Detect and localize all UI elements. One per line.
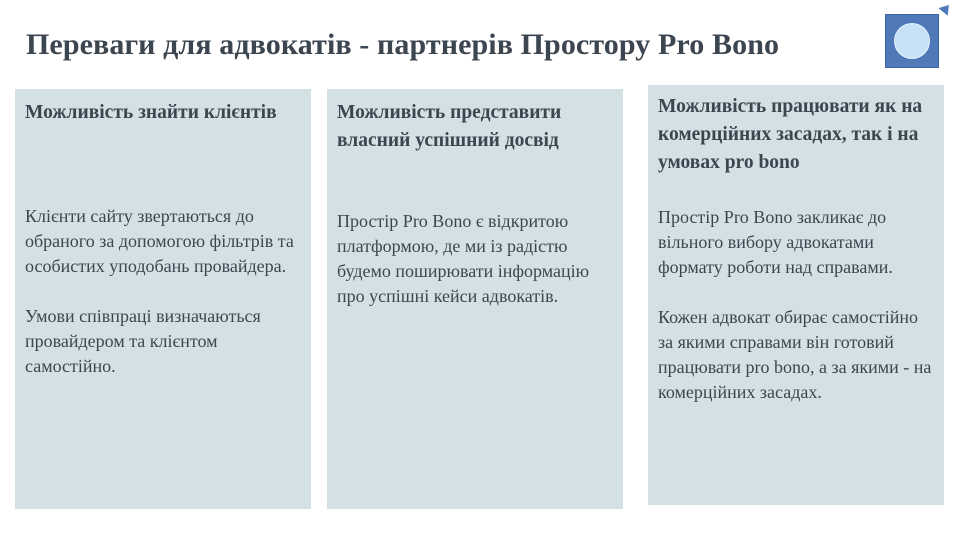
card-paragraph: Клієнти сайту звертаються до обраного за допомогою фільтрів та особистих уподобань провайдера. [25, 206, 294, 276]
card-work-modes [648, 85, 944, 505]
card-paragraph: Кожен адвокат обирає самостійно за якими справами він готовий працювати pro bono, а за якими - на комерційних засадах. [658, 307, 932, 402]
card-paragraph: Простір Pro Bono закликає до вільного вибору адвокатами формату роботи над справами. [658, 207, 893, 277]
card-paragraph: Простір Pro Bono є відкритою платформою, де ми із радістю будемо поширювати інформацію про успішні кейси адвокатів. [337, 211, 590, 306]
card-body [658, 205, 936, 405]
card-heading: Можливість працювати як на комерційних засадах, так і на умовах pro bono [658, 96, 923, 173]
card-body [25, 204, 303, 379]
card-share-experience [327, 89, 623, 509]
card-find-clients [15, 89, 311, 509]
circle-in-square-logo-icon [885, 14, 939, 68]
card-paragraph: Умови співпраці визначаються провайдером та клієнтом самостійно. [25, 306, 261, 376]
corner-arrow-icon [939, 1, 954, 16]
page-title: Переваги для адвокатів - партнерів Простору Pro Bono [26, 28, 780, 61]
card-heading: Можливість знайти клієнтів [25, 102, 277, 123]
logo-circle [894, 23, 930, 59]
card-heading: Можливість представити власний успішний досвід [337, 102, 562, 151]
card-body [337, 209, 615, 309]
